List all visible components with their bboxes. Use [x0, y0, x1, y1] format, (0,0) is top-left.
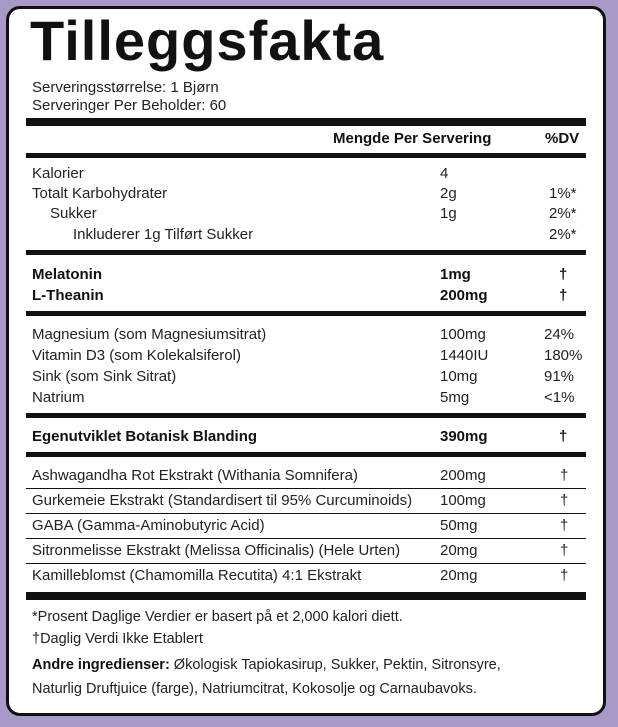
- other-ingredients-text: Økologisk Tapiokasirup, Sukker, Pektin, Sitronsyre,: [169, 657, 501, 673]
- nutrient-dv: <1%: [544, 389, 575, 406]
- other-ingredients-label: Andre ingredienser:: [32, 657, 170, 673]
- divider-thin: [26, 513, 586, 514]
- nutrient-amount: 4: [440, 165, 449, 182]
- ingredient-dv: †: [560, 492, 569, 509]
- nutrient-dv: 2%*: [549, 226, 577, 243]
- other-ingredients-line: [32, 656, 501, 674]
- divider-section: [26, 250, 586, 255]
- nutrient-amount: 5mg: [440, 389, 470, 406]
- nutrient-name: Natrium: [32, 389, 85, 406]
- ingredient-amount: 20mg: [440, 542, 478, 559]
- nutrient-dv: 91%: [544, 368, 575, 385]
- nutrient-dv: †: [559, 266, 568, 283]
- nutrient-dv: †: [559, 287, 568, 304]
- ingredient-amount: 20mg: [440, 567, 478, 584]
- nutrient-amount: 2g: [440, 185, 457, 202]
- other-ingredients-text: Naturlig Druftjuice (farge), Natriumcitrat, Kokosolje og Carnaubavoks.: [32, 681, 477, 697]
- ingredient-name: Sitronmelisse Ekstrakt (Melissa Officinalis) (Hele Urten): [32, 542, 401, 559]
- divider-thin: [26, 563, 586, 564]
- blend-amount: 390mg: [440, 428, 488, 445]
- blend-name: Egenutviklet Botanisk Blanding: [32, 428, 258, 445]
- nutrient-dv: 1%*: [549, 185, 577, 202]
- divider-section: [26, 413, 586, 418]
- blend-dv: †: [559, 428, 568, 445]
- footnote-not-established: †Daglig Verdi Ikke Etablert: [32, 631, 203, 647]
- ingredient-name: Kamilleblomst (Chamomilla Recutita) 4:1 Ekstrakt: [32, 567, 362, 584]
- nutrient-amount: 1g: [440, 205, 457, 222]
- ingredient-name: GABA (Gamma-Aminobutyric Acid): [32, 517, 265, 534]
- ingredient-dv: †: [560, 542, 569, 559]
- divider-section: [26, 452, 586, 457]
- nutrient-name: L-Theanin: [32, 287, 104, 304]
- ingredient-name: Gurkemeie Ekstrakt (Standardisert til 95% Curcuminoids): [32, 492, 413, 509]
- nutrient-name: Kalorier: [32, 165, 84, 182]
- divider-thin: [26, 488, 586, 489]
- nutrient-name: Melatonin: [32, 266, 102, 283]
- ingredient-dv: †: [560, 567, 569, 584]
- nutrient-name: Sukker: [50, 205, 97, 222]
- servings-per-container: Serveringer Per Beholder: 60: [32, 97, 227, 114]
- divider-thick: [26, 592, 586, 600]
- nutrient-name: Totalt Karbohydrater: [32, 185, 168, 202]
- panel-title: Tilleggsfakta: [30, 9, 385, 72]
- nutrient-name: Sink (som Sink Sitrat): [32, 368, 177, 385]
- divider-thick: [26, 118, 586, 126]
- nutrient-name: Vitamin D3 (som Kolekalsiferol): [32, 347, 241, 364]
- ingredient-dv: †: [560, 467, 569, 484]
- divider-header: [26, 153, 586, 158]
- header-dv: %DV: [545, 130, 580, 147]
- ingredient-amount: 200mg: [440, 467, 486, 484]
- nutrient-dv: 2%*: [549, 205, 577, 222]
- ingredient-amount: 100mg: [440, 492, 486, 509]
- nutrient-dv: 180%: [544, 347, 583, 364]
- nutrient-name: Inkluderer 1g Tilført Sukker: [73, 226, 254, 243]
- serving-size: Serveringsstørrelse: 1 Bjørn: [32, 79, 219, 96]
- nutrient-name: Magnesium (som Magnesiumsitrat): [32, 326, 267, 343]
- ingredient-name: Ashwagandha Rot Ekstrakt (Withania Somnifera): [32, 467, 358, 484]
- divider-section: [26, 311, 586, 316]
- nutrient-amount: 200mg: [440, 287, 488, 304]
- nutrient-amount: 1mg: [440, 266, 471, 283]
- nutrient-dv: 24%: [544, 326, 575, 343]
- nutrient-amount: 100mg: [440, 326, 486, 343]
- nutrient-amount: 10mg: [440, 368, 478, 385]
- footnote-dv-basis: *Prosent Daglige Verdier er basert på et 2,000 kalori diett.: [32, 609, 403, 625]
- divider-thin: [26, 538, 586, 539]
- ingredient-amount: 50mg: [440, 517, 478, 534]
- header-amount: Mengde Per Servering: [333, 130, 492, 147]
- nutrient-amount: 1440IU: [440, 347, 489, 364]
- ingredient-dv: †: [560, 517, 569, 534]
